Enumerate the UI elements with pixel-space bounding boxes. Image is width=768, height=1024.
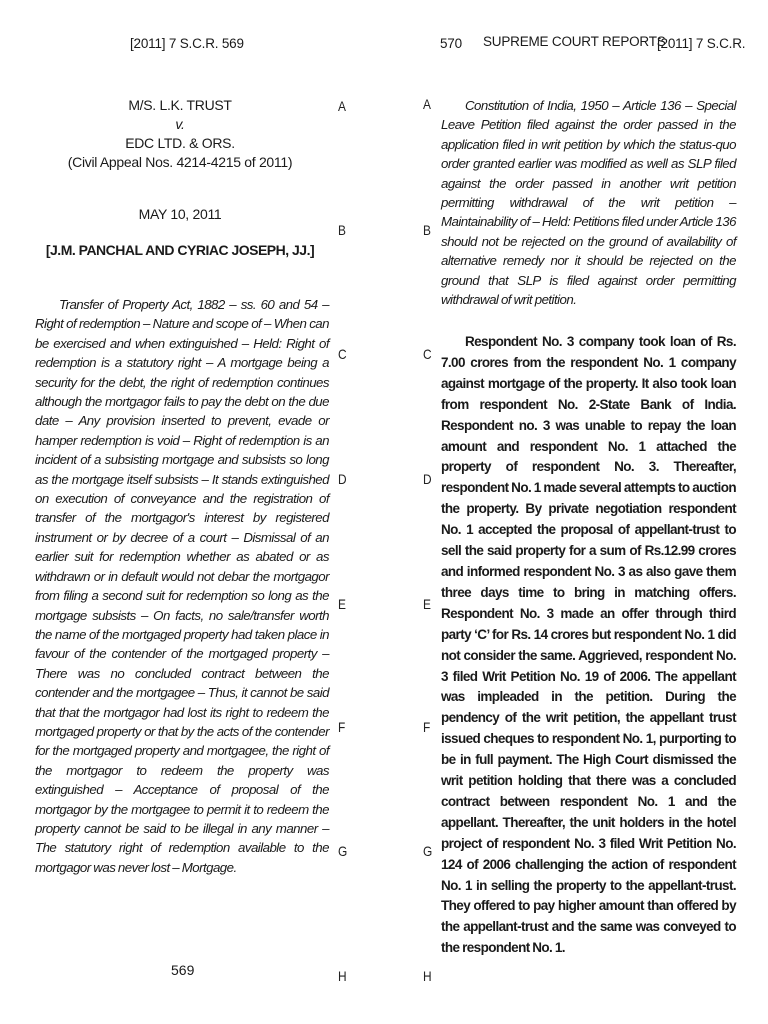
margin-letter-d-left: D bbox=[338, 471, 347, 487]
bench: [J.M. PANCHAL AND CYRIAC JOSEPH, JJ.] bbox=[45, 242, 315, 258]
facts-text: Respondent No. 3 company took loan of Rs. 7.00 crores from the respondent No. 1 company against mortgage of the property. It also took loan from respondent No. 2-State Bank of India. Respondent no. 3 was unable to repay the loan amount and respondent No. 1 attached the property of respondent No. 3. Thereafter, respondent No. 1 made several attempts to auction the property. By private negotiation respondent No. 1 accepted the proposal of appellant-trust to sell the said property for a sum of Rs.12.99 crores and informed respondent No. 3 as also gave them three days time to bring in matching offers. Respondent No. 3 made an offer through third party ‘C’ for Rs. 14 crores but respondent No. 1 did not consider the same. Aggrieved, respondent No. 3 filed Writ Petition No. 19 of 2006. The appellant was impleaded in the petition. During the pendency of the writ petition, the appellant trust issued cheques to respondent No. 1, purporting to be in full payment. The High Court dismissed the writ petition holding that there was a concluded contract between respondent No. 1 and the appellant. Thereafter, the unit holders in the hotel project of respondent No. 3 filed Writ Petition No. 124 of 2006 challenging the action of respondent No. 1 in selling the property to the appellant-trust. They offered to pay higher amount than offered by the appellant-trust and the same was conveyed to the respondent No. 1. bbox=[441, 334, 736, 956]
margin-letter-h-left: H bbox=[338, 968, 347, 984]
margin-letter-g-left: G bbox=[338, 843, 348, 859]
margin-letter-e-left: E bbox=[338, 596, 346, 612]
running-title: SUPREME COURT REPORTS bbox=[483, 34, 666, 49]
constitution-headnote bbox=[441, 96, 736, 309]
margin-letter-d-right: D bbox=[423, 471, 432, 487]
respondent-name: EDC LTD. & ORS. bbox=[125, 135, 235, 151]
constitution-headnote-text: Constitution of India, 1950 – Article 136 – Special Leave Petition filed against the order passed in the application filed in writ petition by which the status-quo order granted earlier was modified as well as SLP filed against the order passed in another writ petition permitting withdrawal of the writ petition – Maintainability of – Held: Petitions filed under Article 136 should not be rejected on the ground of availability of alternative remedy nor it should be rejected on the ground that SLP is filed against order permitting withdrawal of writ petition. bbox=[441, 98, 736, 308]
facts-paragraph bbox=[441, 332, 736, 959]
margin-letter-c-right: C bbox=[423, 346, 432, 362]
judgment-date: MAY 10, 2011 bbox=[138, 206, 222, 222]
margin-letter-a-right: A bbox=[423, 96, 431, 112]
headnote-text: Transfer of Property Act, 1882 – ss. 60 and 54 – Right of redemption – Nature and scope of – When can be exercised and when extinguished – Held: Right of redemption is a statutory right – A mortgage being a security for the debt, the right of redemption continues although the mortgagor fails to pay the debt on the due date – Any provision inserted to prevent, evade or hamper redemption is void – Right of redemption is an incident of a subsisting mortgage and subsists so long as the mortgage itself subsists – It stands extinguished on execution of conveyance and the registration of transfer of the mortgagor's interest by registered instrument or by decree of a court – Dismissal of an earlier suit for redemption whether as abated or as withdrawn or in default would not debar the mortgagor from filing a second suit for redemption so long as the mortgage subsists – On facts, no sale/transfer worth the name of the mortgaged property had taken place in favour of the contender of the mortgaged property – There was no concluded contract between the contender and the mortgagee – Thus, it cannot be said that that the mortgagor had lost its right to redeem the mortgaged property or that by the acts of the contender for the mortgaged property and mortgagee, the right of the mortgagor to redeem the property was extinguished – Acceptance of proposal of the mortgagor by the mortgagee to permit it to redeem the property cannot be said to be illegal in any manner – The statutory right of redemption available to the mortgagor was never lost – Mortgage. bbox=[35, 297, 329, 875]
margin-letter-f-left: F bbox=[338, 719, 346, 735]
margin-letter-f-right: F bbox=[423, 719, 431, 735]
margin-letter-b-left: B bbox=[338, 222, 346, 238]
left-page-header: [2011] 7 S.C.R. 569 bbox=[130, 36, 244, 51]
case-numbers: (Civil Appeal Nos. 4214-4215 of 2011) bbox=[67, 154, 293, 170]
page-number-footer: 569 bbox=[171, 962, 195, 978]
margin-letter-b-right: B bbox=[423, 222, 431, 238]
right-page-number: 570 bbox=[440, 36, 462, 51]
margin-letter-h-right: H bbox=[423, 968, 432, 984]
margin-letter-e-right: E bbox=[423, 596, 431, 612]
headnote-paragraph bbox=[35, 295, 329, 877]
right-page-citation: [2011] 7 S.C.R. bbox=[657, 36, 746, 51]
versus: v. bbox=[175, 116, 185, 132]
appellant-name: M/S. L.K. TRUST bbox=[128, 97, 232, 113]
margin-letter-c-left: C bbox=[338, 346, 347, 362]
margin-letter-g-right: G bbox=[423, 843, 433, 859]
case-title-block bbox=[60, 96, 300, 172]
margin-letter-a-left: A bbox=[338, 98, 346, 114]
